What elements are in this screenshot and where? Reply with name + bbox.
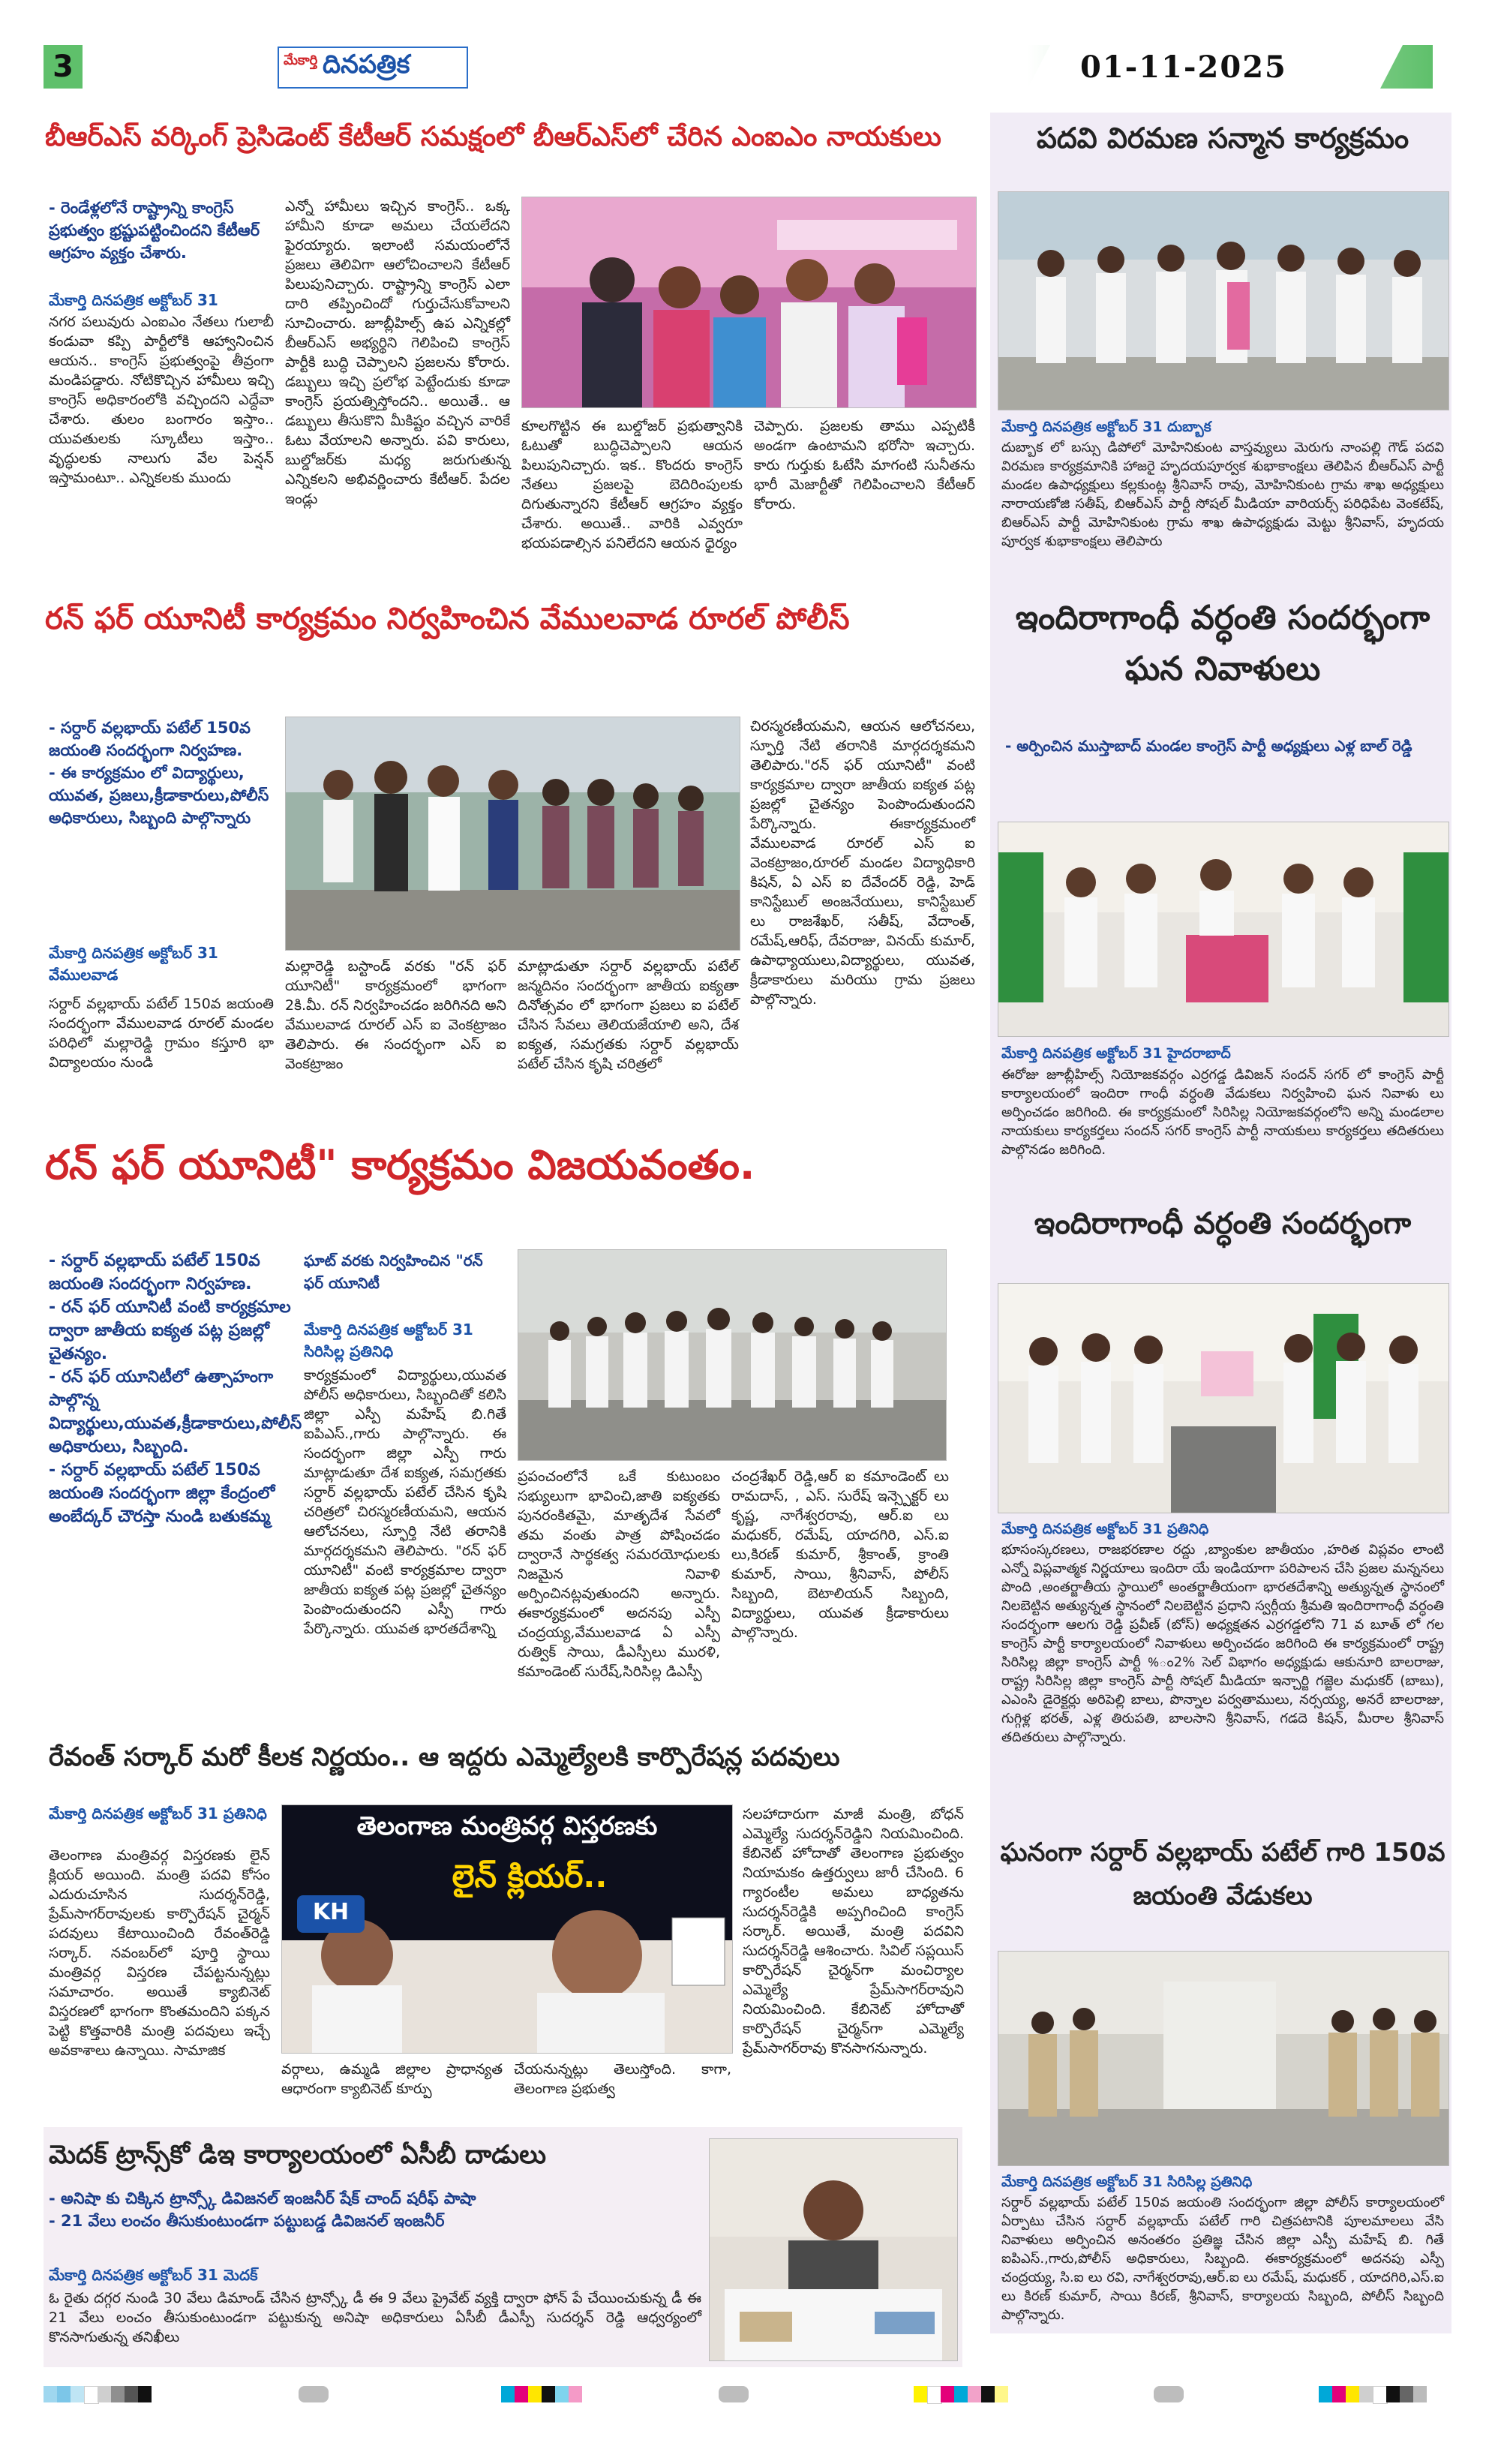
article1-dateline: మేకార్తి దినపత్రిక అక్టోబర్ 31 [49, 291, 218, 309]
article3-bullets: - సర్దార్ వల్లభాయ్ పటేల్ 150వ జయంతి సందర్భంగా నిర్వహణ. - రన్ ఫర్ యూనిటీ వంటి కార్యక్రమాల ద్వారా జాతీయ ఐక్యత పట్ల ప్రజల్లో చైతన్యం. - రన్ ఫర్ యూనిటీలో ఉత్సాహంగా పాల్గొన్న విద్యార్థులు,యువత,క్రీడాకారులు,పోలీస్ అధికారులు, సిబ్బంది. - సర్దార్ వల్లభాయ్ పటేల్ 150వ జయంతి సందర్భంగా జిల్లా కేంద్రంలో అంబేద్కర్ చౌరస్తా నుండి బతుకమ్మ [49, 1252, 302, 1526]
article4-col3: సలహాదారుగా మాజీ మంత్రి, బోధన్ ఎమ్మెల్యే సుదర్శన్‌రెడ్డిని నియమించింది. కేబినెట్ హోదాతో తెలంగాణ ప్రభుత్వం నియామకం ఉత్తర్వులు జారీ చేసింది. 6 గ్యారంటీల అమలు బాధ్యతను సుదర్శన్‌రెడ్డికి అప్పగించింది కాంగ్రెస్ సర్కార్. అయితే, మంత్రి పదవిని సుదర్శన్‌రెడ్డి ఆశించారు. సివిల్ సప్లయిస్ కార్పొరేషన్ చైర్మన్‌గా మంచిర్యాల ఎమ్మెల్యే ప్రేమ్‌సాగర్‌రావుని నియమించింది. కేబినెట్ హోదాతో కార్పొరేషన్ చైర్మన్‌గా ఎమ్మెల్యే ప్రేమ్‌సాగర్‌రావు కొనసాగనున్నారు. [743, 1806, 964, 2057]
article1-bullets: - రెండేళ్లలోనే రాష్ట్రాన్ని కాంగ్రెస్ ప్రభుత్వం భ్రష్టుపట్టించిందని కేటీఆర్ ఆగ్రహం వ్యక్తం చేశారు. [49, 199, 260, 262]
article2-col1: సర్దార్ వల్లభాయ్ పటేల్ 150వ జయంతి సందర్భంగా వేములవాడ రూరల్ మండల పరిధిలో మల్లారెడ్డి గ్రామం కస్తూరి భా విద్యాలయం నుండి [49, 996, 274, 1071]
right3-photo [998, 1283, 1449, 1513]
right4-photo [998, 1951, 1449, 2166]
right1-headline: పదవి విరమణ సన్మాన కార్యక్రమం [1036, 122, 1409, 155]
article5-bullets: - అనిషా కు చిక్కిన ట్రాన్స్కో డివిజనల్ ఇంజనీర్ షేక్ చాంద్ షరీఫ్ పాషా - 21 వేలు లంచం తీసుకుంటుండగా పట్టుబడ్డ డివిజనల్ ఇంజనీర్ [49, 2189, 476, 2230]
article3-headline: రన్ ఫర్ యూనిటీ" కార్యక్రమం విజయవంతం. [45, 1141, 755, 1188]
graphic-title: తెలంగాణ మంత్రివర్గ విస్తరణకు [356, 1811, 658, 1841]
article2-headline: రన్ ఫర్ యూనిటీ కార్యక్రమం నిర్వహించిన వేములవాడ రూరల్ పోలీస్ [45, 602, 850, 636]
article5-photo [709, 2138, 958, 2361]
article5-dateline: మేకార్తి దినపత్రిక అక్టోబర్ 31 మెదక్ [49, 2266, 258, 2284]
article3-col3: చంద్రశేఖర్ రెడ్డి,ఆర్ ఐ కమాండెంట్ లు రామదాస్, , ఎస్. సురేష్ ఇన్స్పెక్టర్ లు కృష్ణ, నాగేశ్వరరావు, ఆర్.ఐ లు మధుకర్, రమేష్, యాదగిరి, ఎస్.ఐ లు,కిరణ్ కుమార్, శ్రీకాంత్, క్రాంతి కుమార్, సాయి, శ్రీనివాస్, పోలీస్ సిబ్బంది, బెటాలియన్ సిబ్బంది, విద్యార్థులు, యువత క్రీడాకారులు పాల్గొన్నారు. [731, 1468, 949, 1641]
article4-col2b: చేయనున్నట్లు తెలుస్తోంది. కాగా, తెలంగాణ ప్రభుత్వ [514, 2061, 731, 2097]
right3-headline: ఇందిరాగాంధీ వర్ధంతి సందర్భంగా [1034, 1206, 1412, 1241]
logo-prefix: మేకార్తి [284, 53, 318, 68]
right4-headline: ఘనంగా సర్దార్ వల్లభాయ్ పటేల్ గారి 150వ జయంతి వేడుకలు [1000, 1837, 1445, 1911]
article3-dateline: మేకార్తి దినపత్రిక అక్టోబర్ 31 సిరిసిల్ల ప్రతినిధి [304, 1321, 473, 1360]
article4-col2: వర్గాలు, ఉమ్మడి జిల్లాల ప్రాధాన్యత ఆధారంగా క్యాబినెట్ కూర్పు [281, 2061, 503, 2097]
right2-headline: ఇందిరాగాంధీ వర్ధంతి సందర్భంగా ఘన నివాళులు [1015, 599, 1430, 688]
article5-body: ఓ రైతు దగ్గర నుండి 30 వేలు డిమాండ్ చేసిన ట్రాన్స్కో డీ ఈ 9 వేలు ప్రైవేట్ వ్యక్తి ద్వారా ఫోన్ పే చేయించుకున్న డీ ఈ 21 వేలు లంచం తీసుకుంటుండగా పట్టుకున్న అనిషా అధికారులు ఏసీబీ డీఎస్పీ సుదర్శన్ రెడ్డి ఆధ్వర్యంలో కొనసాగుతున్న తనిఖీలు [49, 2290, 701, 2345]
right2-dateline: మేకార్తి దినపత్రిక అక్టోబర్ 31 హైదరాబాద్ [1001, 1045, 1231, 1062]
right1-dateline: మేకార్తి దినపత్రిక అక్టోబర్ 31 దుబ్బాక [1001, 419, 1211, 435]
page-number: 3 [44, 45, 83, 89]
article2-col3: మాట్లాడుతూ సర్దార్ వల్లభాయ్ పటేల్ జన్మదినం సందర్భంగా జాతీయ ఐక్యతా దినోత్సవం లో భాగంగా ప్రజలు ఐ పటేల్ చేసిన సేవలు తెలియజేయాలి అని, దేశ ఐక్యత, సమగ్రతకు సర్దార్ వల్లభాయ్ పటేల్ చేసిన కృషి చరిత్రలో [518, 958, 739, 1072]
article1-col3: కూలగొట్టిన ఈ బుల్డోజర్ ప్రభుత్వానికి ఓటుతో బుద్ధిచెప్పాలని ఆయన పిలుపునిచ్చారు. ఇక.. కొందరు కాంగ్రెస్ నేతలు ప్రజలపై బెదిరింపులకు దిగుతున్నారని కేటీఆర్ ఆగ్రహం వ్యక్తం చేశారు. అయితే.. వారికి ఎవ్వరూ భయపడాల్సిన పనిలేదని ఆయన ధైర్యం [521, 418, 743, 551]
article4-headline: రేవంత్ సర్కార్ మరో కీలక నిర్ణయం.. ఆ ఇద్దరు ఎమ్మెల్యేలకి కార్పొరేషన్ల పదవులు [49, 1742, 840, 1772]
article3-col2: ప్రపంచంలోనే ఒకే కుటుంబం సభ్యులుగా భావించి,జాతి ఐక్యతకు పునరంకితమై, మాతృదేశ సేవలో తమ వంతు పాత్ర పోషించడం ద్వారానే సార్థకత్వ సమరయోధులకు నిజమైన నివాళి అర్పించినట్లవుతుందని అన్నారు. ఈకార్యక్రమంలో అదనపు ఎస్పీ చంద్రయ్య,వేములవాడ ఏ ఎస్పీ రుత్విక్ సాయి, డీఎస్పీలు మురళి, కమాండెంట్ సురేష్,సిరిసిల్ల డిఎస్పీ [518, 1468, 720, 1680]
right2-bullets: - అర్పించిన ముస్తాబాద్ మండల కాంగ్రెస్ పార్టీ అధ్యక్షులు ఎళ్ల బాల్ రెడ్డి [1005, 737, 1412, 755]
article3-photo [518, 1249, 947, 1461]
article2-bullets: - సర్దార్ వల్లభాయ్ పటేల్ 150వ జయంతి సందర్భంగా నిర్వహణ. - ఈ కార్యక్రమం లో విద్యార్థులు, యువత, ప్రజలు,క్రీడాకారులు,పోలీస్ అధికారులు, సిబ్బంది పాల్గొన్నారు [49, 719, 269, 827]
right1-photo [998, 191, 1449, 410]
channel-badge: KH [312, 1899, 350, 1925]
article2-col4: చిరస్మరణీయమని, ఆయన ఆలోచనలు, స్ఫూర్తి నేటి తరానికి మార్గదర్శకమని తెలిపారు."రన్ ఫర్ యూనిటీ" వంటి కార్యక్రమాల ద్వారా జాతీయ ఐక్యత పట్ల ప్రజల్లో చైతన్యం పెంపొందుతుందని పేర్కొన్నారు. ఈకార్యక్రమంలో వేములవాడ రూరల్ ఎస్ ఐ వెంకట్రాజం,రూరల్ మండల విద్యాధికారి కిషన్, ఏ ఎస్ ఐ దేవేందర్ రెడ్డి, హెడ్ కానిస్టేబుల్ అంజనేయులు, కానిస్టేబుల్ లు రాజశేఖర్, సతీష్, వేదాంత్, రమేష్,ఆరిఫ్, దేవరాజు, వినయ్ కుమార్, ఉపాధ్యాయులు,విద్యార్థులు, యువత, క్రీడాకారులు మరియు గ్రామ ప్రజలు పాల్గొన్నారు. [750, 718, 975, 1008]
logo-title: దినపత్రిక [323, 50, 410, 80]
article3-col1: కార్యక్రమంలో విద్యార్థులు,యువత పోలీస్ అధికారులు, సిబ్బందితో కలిసి జిల్లా ఎస్పీ మహేష్ బి.గితే ఐపిఎస్.,గారు పాల్గొన్నారు. ఈ సందర్భంగా జిల్లా ఎస్పీ గారు మాట్లాడుతూ దేశ ఐక్యత, సమగ్రతకు సర్దార్ వల్లభాయ్ పటేల్ చేసిన కృషి చరిత్రలో చిరస్మరణీయమని, ఆయన ఆలోచనలు, స్ఫూర్తి నేటి తరానికి మార్గదర్శకమని తెలిపారు. "రన్ ఫర్ యూనిటీ" వంటి కార్యక్రమాల ద్వారా జాతీయ ఐక్యత పట్ల ప్రజల్లో చైతన్యం పెంపొందుతుందని ఎస్పీ గారు పేర్కొన్నారు. యువత భారతదేశాన్ని [304, 1367, 506, 1637]
right2-photo [998, 822, 1449, 1037]
right2-body: ఈరోజు జూబ్లీహిల్స్ నియోజకవర్గం ఎర్రగడ్డ డివిజన్ సందన్ సగర్ లో కాంగ్రెస్ పార్టీ కార్యాలయంలో ఇందిరా గాంధీ వర్ధంతి వేడుకలు నిర్వహించి ఘన నివాళు లు అర్పించడం జరిగింది. ఈ కార్యక్రమంలో సిరిసిల్ల నియోజకవర్గంలోని అన్ని మండలాల నాయకులు కార్యకర్తలు సందన్ సగర్ కాంగ్రెస్ పార్టీ నాయకులు కార్యకర్తలు తదితరులు పాల్గొనడం జరిగింది. [1001, 1067, 1444, 1158]
article1-headline: బీఆర్ఎస్ వర్కింగ్ ప్రెసిడెంట్ కేటీఆర్ సమక్షంలో బీఆర్ఎస్‌లో చేరిన ఎంఐఎం నాయకులు [45, 122, 941, 152]
graphic-subtitle: లైన్ క్లియర్.. [452, 1858, 608, 1895]
print-registration-strip [44, 2386, 1454, 2402]
article1-col2: ఎన్నో హామీలు ఇచ్చిన కాంగ్రెస్.. ఒక్క హామీని కూడా అమలు చేయలేదని ఫైరయ్యారు. ఇలాంటి సమయంలోనే ప్రజలు తెలివిగా ఆలోచించాలని కేటీఆర్ పిలుపునిచ్చారు. రాష్ట్రాన్ని కాంగ్రెస్ ఎలా దారి తప్పించిందో గుర్తుచేసుకోవాలని సూచించారు. జూబ్లీహిల్స్ ఉప ఎన్నికల్లో బీఆర్ఎస్ అభ్యర్థిని గెలిపించి కాంగ్రెస్ పార్టీకి బుద్ధి చెప్పాలని ప్రజలను కోరారు. డబ్బులు ఇచ్చి ప్రలోభ పెట్టేందుకు కూడా కాంగ్రెస్ ప్రయత్నిస్తోందని.. అయితే.. ఆ డబ్బులు తీసుకొని మీకిష్టం వచ్చిన వారికే ఓటు వేయాలని అన్నారు. పవి కారులు, బుల్డోజర్‌కు మధ్య జరుగుతున్న ఎన్నికలని అభివర్ణించారు కేటీఆర్. పేదల ఇండ్లు [285, 198, 510, 507]
right1-body: దుబ్బాక లో బస్సు డిపోలో మోహినికుంట వాస్తవ్యులు మెరుగు నాంపల్లి గౌడ్ పదవి విరమణ కార్యక్రమానికి హాజరై హృదయపూర్వక శుభాకాంక్షలు తెలిపిన బీఆర్ఎస్ పార్టీ మండల ఉపాధ్యక్షులు కల్లకుంట్ల శ్రీనివాస్ రావు, మోహినికుంట గ్రామ శాఖ అధ్యక్షులు నారాయణోజి సతీష్, బిఆర్ఎస్ పార్టీ సోషల్ మీడియా వారియర్స్ పరిధిపేట వెంకటేష్, బిఆర్ఎస్ పార్టీ మోహినికుంట గ్రామ శాఖ ఉపాధ్యక్షుడు మెట్టు శ్రీనివాస్, హృదయ పూర్వక శుభాకాంక్షలు తెలిపారు [1001, 440, 1444, 549]
article5-headline: మెదక్ ట్రాన్స్‌కో డిఇ కార్యాలయంలో ఏసీబీ దాడులు [49, 2140, 547, 2170]
right3-dateline: మేకార్తి దినపత్రిక అక్టోబర్ 31 ప్రతినిధి [1001, 1521, 1209, 1537]
article4-col1: తెలంగాణ మంత్రివర్గ విస్తరణకు లైన్ క్లియర్ అయింది. మంత్రి పదవి కోసం ఎదురుచూసిన సుదర్శన్‌రెడ్డి, ప్రేమ్‌సాగర్‌రావులకు కార్పొరేషన్ చైర్మన్ పదవులు కేటాయించింది రేవంత్‌రెడ్డి సర్కార్. నవంబర్‌లో పూర్తి స్థాయి మంత్రివర్గ విస్తరణ చేపట్టనున్నట్లు సమాచారం. అయితే క్యాబినెట్ విస్తరణలో భాగంగా కొంతమందిని పక్కన పెట్టి కొత్తవారికి మంత్రి పదవులు ఇచ్చే అవకాశాలు ఉన్నాయి. సామాజిక [49, 1847, 270, 2059]
article1-col1: నగర పలువురు ఎంఐఎం నేతలు గులాబీ కండువా కప్పి పార్టీలోకి ఆహ్వానించిన ఆయన.. కాంగ్రెస్ ప్రభుత్వంపై తీవ్రంగా మండిపడ్డారు. నోటికొచ్చిన హామీలు ఇచ్చి కాంగ్రెస్ అధికారంలోకి వచ్చిందని ఎద్దేవా చేశారు. తులం బంగారం ఇస్తాం.. యువతులకు స్కూటీలు ఇస్తాం.. వృద్ధులకు నాలుగు వేల పెన్షన్ ఇస్తామంటూ.. ఎన్నికలకు ముందు [49, 314, 274, 486]
right4-dateline: మేకార్తి దినపత్రిక అక్టోబర్ 31 సిరిసిల్ల ప్రతినిధి [1001, 2174, 1253, 2190]
article2-col2: మల్లారెడ్డి బస్టాండ్ వరకు "రన్ ఫర్ యూనిటీ" కార్యక్రమంలో భాగంగా 2కి.మీ. రన్ నిర్వహించడం జరిగినది అని వేములవాడ రూరల్ ఎస్ ఐ వెంకట్రాజం తెలిపారు. ఈ సందర్భంగా ఎస్ ఐ వెంకట్రాజం [285, 958, 506, 1072]
article1-photo [521, 197, 977, 408]
right3-body: భూసంస్కరణలు, రాజభరణాల రద్దు ,బ్యాంకుల జాతీయం ,హరిత విప్లవం లాంటి ఎన్నో విప్లవాత్మక నిర్ణయాలు ఇందిరా యే ఇండియాగా పరిపాలన చేసి ప్రజల మన్ననలు పొంది ,అంతర్జాతీయ స్థాయిలో అంతర్జాతీయంగా భారతదేశాన్ని అత్యున్నత స్థానంలో నిలబెట్టిన అత్యున్నత స్థానంలో నిలబెట్టిన ప్రధాని స్వర్గీయ శ్రీమతి ఇందిరాగాంధీ వర్ధంతి సందర్భంగా ఆలగు రెడ్డి ప్రవీణ్ (బోస్) అధ్యక్షతన ఎర్రగడ్డలోని 71 వ బూత్ లో గల కాంగ్రెస్ పార్టీ కార్యాలయంలో నివాళులు అర్పించడం జరిగింది ఈ కార్యక్రమంలో రాష్ట్ర సిరిసిల్ల జిల్లా కాంగ్రెస్ పార్టీ %ం2% సెల్ విభాగం అధ్యక్షుడు ఆకునూరి బాలరాజు, రాష్ట్ర సిరిసిల్ల జిల్లా కాంగ్రెస్ పార్టీ సోషల్ మీడియా ఇన్చార్జి గజ్జెల మధుకర్ (బాబు), ఎఎంసి డైరెక్టర్లు అరిపెల్లి బాలు, పొన్నాల పర్వతాములు, నర్సయ్య, అనరే బాలరాజు, గుగ్గిళ్ల భరత్, ఎళ్ల తిరుపతి, బాలసాని శ్రీనివాస్, గడదె కిషన్, మీరాల శ్రీనివాస్ తదితరులు పాల్గొన్నారు. [1001, 1542, 1444, 1745]
issue-date: 01-11-2025 [1080, 50, 1287, 85]
article2-dateline: మేకార్తి దినపత్రిక అక్టోబర్ 31 వేములవాడ [49, 944, 218, 984]
article4-dateline: మేకార్తి దినపత్రిక అక్టోబర్ 31 ప్రతినిధి [49, 1804, 267, 1822]
article1-col4: చెప్పారు. ప్రజలకు తాము ఎప్పటికీ అండగా ఉంటామని భరోసా ఇచ్చారు. కారు గుర్తుకు ఓటేసి మాగంటి సునీతను భారీ మెజార్టీతో గెలిపించాలని కేటీఆర్ కోరారు. [754, 418, 975, 512]
article3-subline: ఘాట్ వరకు నిర్వహించిన "రన్ ఫర్ యూనిటీ [304, 1252, 483, 1292]
article2-photo [285, 717, 740, 951]
article4-graphic [281, 1804, 733, 2054]
right4-body: సర్దార్ వల్లభాయ్ పటేల్ 150వ జయంతి సందర్భంగా జిల్లా పోలీస్ కార్యాలయంలో ఏర్పాటు చేసిన సర్దార్ వల్లభాయ్ పటేల్ గారి చిత్రపటానికి పూలమాలలు వేసి నివాళులు అర్పించిన అనంతరం ప్రతిజ్ఞ చేసిన జిల్లా ఎస్పీ మహేష్ బి. గితే ఐపిఎస్.,గారు,పోలీస్ అధికారులు, సిబ్బంది. ఈకార్యక్రమంలో అదనపు ఎస్పీ చంద్రయ్య, సి.ఐ లు రవి, నాగేశ్వరరావు,ఆర్.ఐ లు రమేష్, మధుకర్ , యాదగిరి,ఎస్.ఐ లు కిరణ్ కుమార్, సాయి కిరణ్, శ్రీనివాస్, కార్యాలయ సిబ్బంది, పోలీస్ సిబ్బంది పాల్గొన్నారు. [1001, 2195, 1444, 2323]
